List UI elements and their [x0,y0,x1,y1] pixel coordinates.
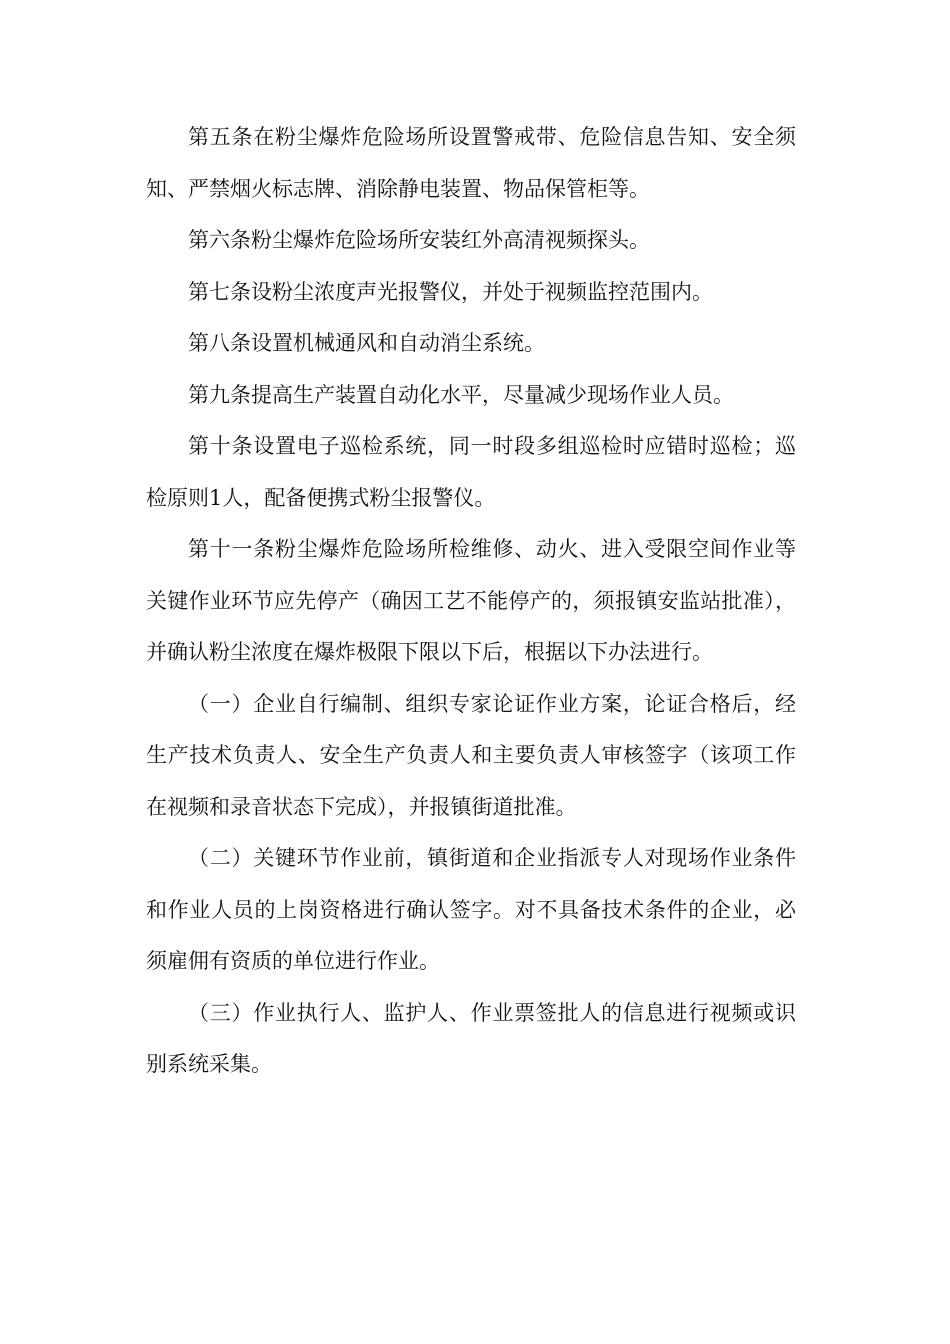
article-10-paragraph: 第十条设置电子巡检系统，同一时段多组巡检时应错时巡检；巡检原则1人，配备便携式粉尘报警仪。 [146,434,796,510]
article-6-paragraph: 第六条粉尘爆炸危险场所安装红外高清视频探头。 [188,228,650,252]
article-11-item-3-paragraph: （三）作业执行人、监护人、作业票签批人的信息进行视频或识别系统采集。 [146,1000,796,1076]
article-5-paragraph: 第五条在粉尘爆炸危险场所设置警戒带、危险信息告知、安全须知、严禁烟火标志牌、消除静电装置、物品保管柜等。 [146,125,796,201]
article-11-paragraph: 第十一条粉尘爆炸危险场所检维修、动火、进入受限空间作业等关键作业环节应先停产（确因工艺不能停产的，须报镇安监站批准），并确认粉尘浓度在爆炸极限下限以下后，根据以下办法进行。 [146,537,796,664]
article-11-item-1-paragraph: （一）企业自行编制、组织专家论证作业方案，论证合格后，经生产技术负责人、安全生产负责人和主要负责人审核签字（该项工作在视频和录音状态下完成），并报镇街道批准。 [146,691,796,819]
article-8-paragraph: 第八条设置机械通风和自动消尘系统。 [188,331,545,355]
article-9-paragraph: 第九条提高生产装置自动化水平，尽量减少现场作业人员。 [188,382,734,407]
article-11-item-2-paragraph: （二）关键环节作业前，镇街道和企业指派专人对现场作业条件和作业人员的上岗资格进行确认签字。对不具备技术条件的企业，必须雇佣有资质的单位进行作业。 [146,846,796,973]
document-body [146,112,796,1091]
article-7-paragraph: 第七条设粉尘浓度声光报警仪，并处于视频监控范围内。 [188,279,713,304]
